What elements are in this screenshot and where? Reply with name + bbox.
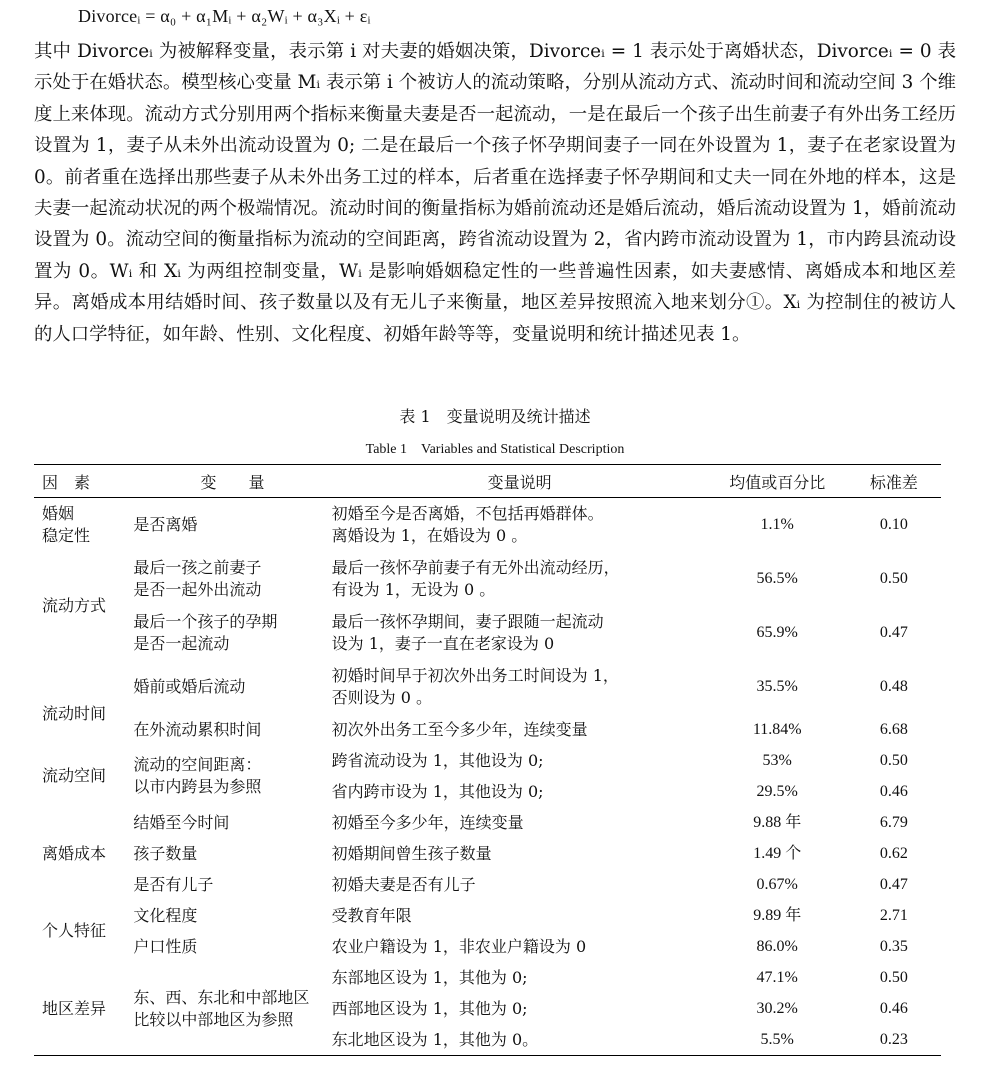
sd-cell: 2.71 xyxy=(879,906,908,924)
sd-cell: 0.48 xyxy=(879,678,908,695)
sd-cell: 0.47 xyxy=(879,875,908,893)
sd-cell: 6.68 xyxy=(879,720,908,738)
header-sd: 标准差 xyxy=(847,465,941,498)
variable-cell: 是否有儿子 xyxy=(133,874,214,894)
mean-cell: 29.5% xyxy=(756,782,798,800)
sd-cell: 0.35 xyxy=(879,937,908,955)
sd-cell: 0.50 xyxy=(879,751,908,769)
header-mean: 均值或百分比 xyxy=(708,465,847,498)
variable-cell: 流动的空间距离： 以市内跨县为参照 xyxy=(133,755,262,796)
table-row xyxy=(34,714,941,745)
mean-cell: 11.84% xyxy=(752,720,802,738)
sd-cell: 0.50 xyxy=(879,570,908,587)
mean-cell: 9.89 年 xyxy=(753,906,802,924)
sd-cell: 0.10 xyxy=(879,516,908,533)
mean-cell: 47.1% xyxy=(756,968,798,986)
mean-cell: 56.5% xyxy=(756,570,798,587)
variable-cell: 婚前或婚后流动 xyxy=(133,677,246,696)
factor-cell: 流动方式 xyxy=(42,596,107,615)
model-equation: Divorceᵢ = α₀ + α₁Mᵢ + α₂Wᵢ + α₃Xᵢ + εᵢ xyxy=(78,6,371,26)
description-cell: 初婚期间曾生孩子数量 xyxy=(331,843,492,863)
description-cell: 农业户籍设为 1，非农业户籍设为 0 xyxy=(331,936,587,956)
variable-cell: 结婚至今时间 xyxy=(133,812,230,832)
description-cell: 省内跨市设为 1，其他设为 0; xyxy=(331,781,544,801)
variable-cell: 孩子数量 xyxy=(133,843,198,863)
description-cell: 受教育年限 xyxy=(331,905,412,925)
table-row xyxy=(34,552,941,606)
table-row xyxy=(34,838,941,869)
description-cell: 东北地区设为 1，其他为 0。 xyxy=(331,1029,539,1049)
mean-cell: 0.67% xyxy=(756,875,798,893)
sd-cell: 0.46 xyxy=(879,782,908,800)
variable-cell: 户口性质 xyxy=(133,936,198,956)
body-paragraph: 其中 Divorceᵢ 为被解释变量，表示第 i 对夫妻的婚姻决策，Divorceᵢ = 1 表示处于离婚状态，Divorceᵢ = 0 表示处于在婚状态。模型核心变量 Mᵢ 表示第 i 个被访人的流动策略，分别从流动方式、流动时间和流动空间 3 个维度上来体现。流动方式分别用两个指标来衡量夫妻是否一起流动，一是在最后一个孩子出生前妻子有外出务工经历设置为 1，妻子从未外出流动设置为 0; 二是在最后一个孩子怀孕期间妻子一同在外设置为 1，妻子在老家设置为 0。前者重在选择出那些妻子从未外出务工过的样本，后者重在选择妻子怀孕期间和丈夫一同在外地的样本，这是夫妻一起流动状况的两个极端情况。流动时间的衡量指标为婚前流动还是婚后流动，婚后流动设置为 1，婚前流动设置为 0。流动空间的衡量指标为流动的空间距离，跨省流动设置为 2，省内跨市流动设置为 1，市内跨县流动设置为 0。Wᵢ 和 Xᵢ 为两组控制变量，Wᵢ 是影响婚姻稳定性的一些普遍性因素，如夫妻感情、离婚成本和地区差异。离婚成本用结婚时间、孩子数量以及有无儿子来衡量，地区差异按照流入地来划分①。Xᵢ 为控制住的被访人的人口学特征，如年龄、性别、文化程度、初婚年龄等等，变量说明和统计描述见表 1。 xyxy=(34,41,956,345)
mean-cell: 53% xyxy=(762,751,792,769)
variable-cell: 是否离婚 xyxy=(133,515,198,534)
sd-cell: 0.50 xyxy=(879,968,908,986)
mean-cell: 9.88 年 xyxy=(753,813,802,831)
description-cell: 初次外出务工至今多少年，连续变量 xyxy=(331,719,588,739)
sd-cell: 0.23 xyxy=(879,1030,908,1048)
variables-table xyxy=(34,464,941,1056)
factor-cell: 流动空间 xyxy=(42,766,107,785)
variable-cell: 东、西、东北和中部地区 比较以中部地区为参照 xyxy=(133,987,310,1029)
factor-cell: 离婚成本 xyxy=(42,843,107,863)
header-factor: 因 素 xyxy=(34,465,133,498)
table-row xyxy=(34,606,941,660)
sd-cell: 0.47 xyxy=(879,624,908,641)
description-cell: 跨省流动设为 1，其他设为 0; xyxy=(331,750,544,770)
factor-cell xyxy=(34,498,133,553)
sd-cell: 0.62 xyxy=(879,844,908,862)
mean-cell: 86.0% xyxy=(756,937,798,955)
table-row xyxy=(34,745,941,776)
variable-cell: 文化程度 xyxy=(133,905,198,925)
variable-cell: 在外流动累积时间 xyxy=(133,719,262,739)
variable-cell: 最后一孩之前妻子 是否一起外出流动 xyxy=(133,558,262,599)
factor-cell: 流动时间 xyxy=(42,703,107,723)
description-cell: 初婚至今是否离婚，不包括再婚群体。 离婚设为 1，在婚设为 0 。 xyxy=(331,504,604,545)
table-row xyxy=(34,869,941,900)
table-row xyxy=(34,931,941,962)
table-row xyxy=(34,962,941,993)
mean-cell: 1.49 个 xyxy=(753,844,802,862)
description-cell: 初婚时间早于初次外出务工时间设为 1， 否则设为 0 。 xyxy=(331,666,619,707)
mean-cell: 65.9% xyxy=(756,624,798,641)
description-cell: 初婚至今多少年，连续变量 xyxy=(331,812,524,832)
table-header-row xyxy=(34,465,941,498)
header-description: 变量说明 xyxy=(332,465,708,498)
mean-cell: 1.1% xyxy=(760,516,794,533)
sd-cell: 0.46 xyxy=(879,999,908,1017)
description-cell: 最后一孩怀孕前妻子有无外出流动经历， 有设为 1，无设为 0 。 xyxy=(331,558,620,599)
table-caption-cn: 表 1 变量说明及统计描述 xyxy=(399,407,591,426)
mean-cell: 5.5% xyxy=(760,1030,794,1048)
table-row xyxy=(34,498,941,553)
sd-cell: 6.79 xyxy=(879,813,908,831)
factor-text: 婚姻 稳定性 xyxy=(42,504,91,545)
table-row xyxy=(34,660,941,714)
table-row xyxy=(34,807,941,838)
table-caption-en: Table 1 Variables and Statistical Description xyxy=(365,442,625,457)
header-variable: 变 量 xyxy=(133,465,331,498)
description-cell: 东部地区设为 1，其他为 0; xyxy=(331,967,528,987)
mean-cell: 30.2% xyxy=(756,999,798,1017)
description-cell: 初婚夫妻是否有儿子 xyxy=(331,874,476,894)
variable-cell: 最后一个孩子的孕期 是否一起流动 xyxy=(133,612,278,653)
table-row xyxy=(34,900,941,931)
description-cell: 西部地区设为 1，其他为 0; xyxy=(331,998,528,1018)
description-cell: 最后一孩怀孕期间，妻子跟随一起流动 设为 1，妻子一直在老家设为 0 xyxy=(331,612,604,653)
mean-cell: 35.5% xyxy=(756,678,798,695)
factor-cell: 地区差异 xyxy=(42,998,107,1018)
factor-cell: 个人特征 xyxy=(42,921,107,940)
